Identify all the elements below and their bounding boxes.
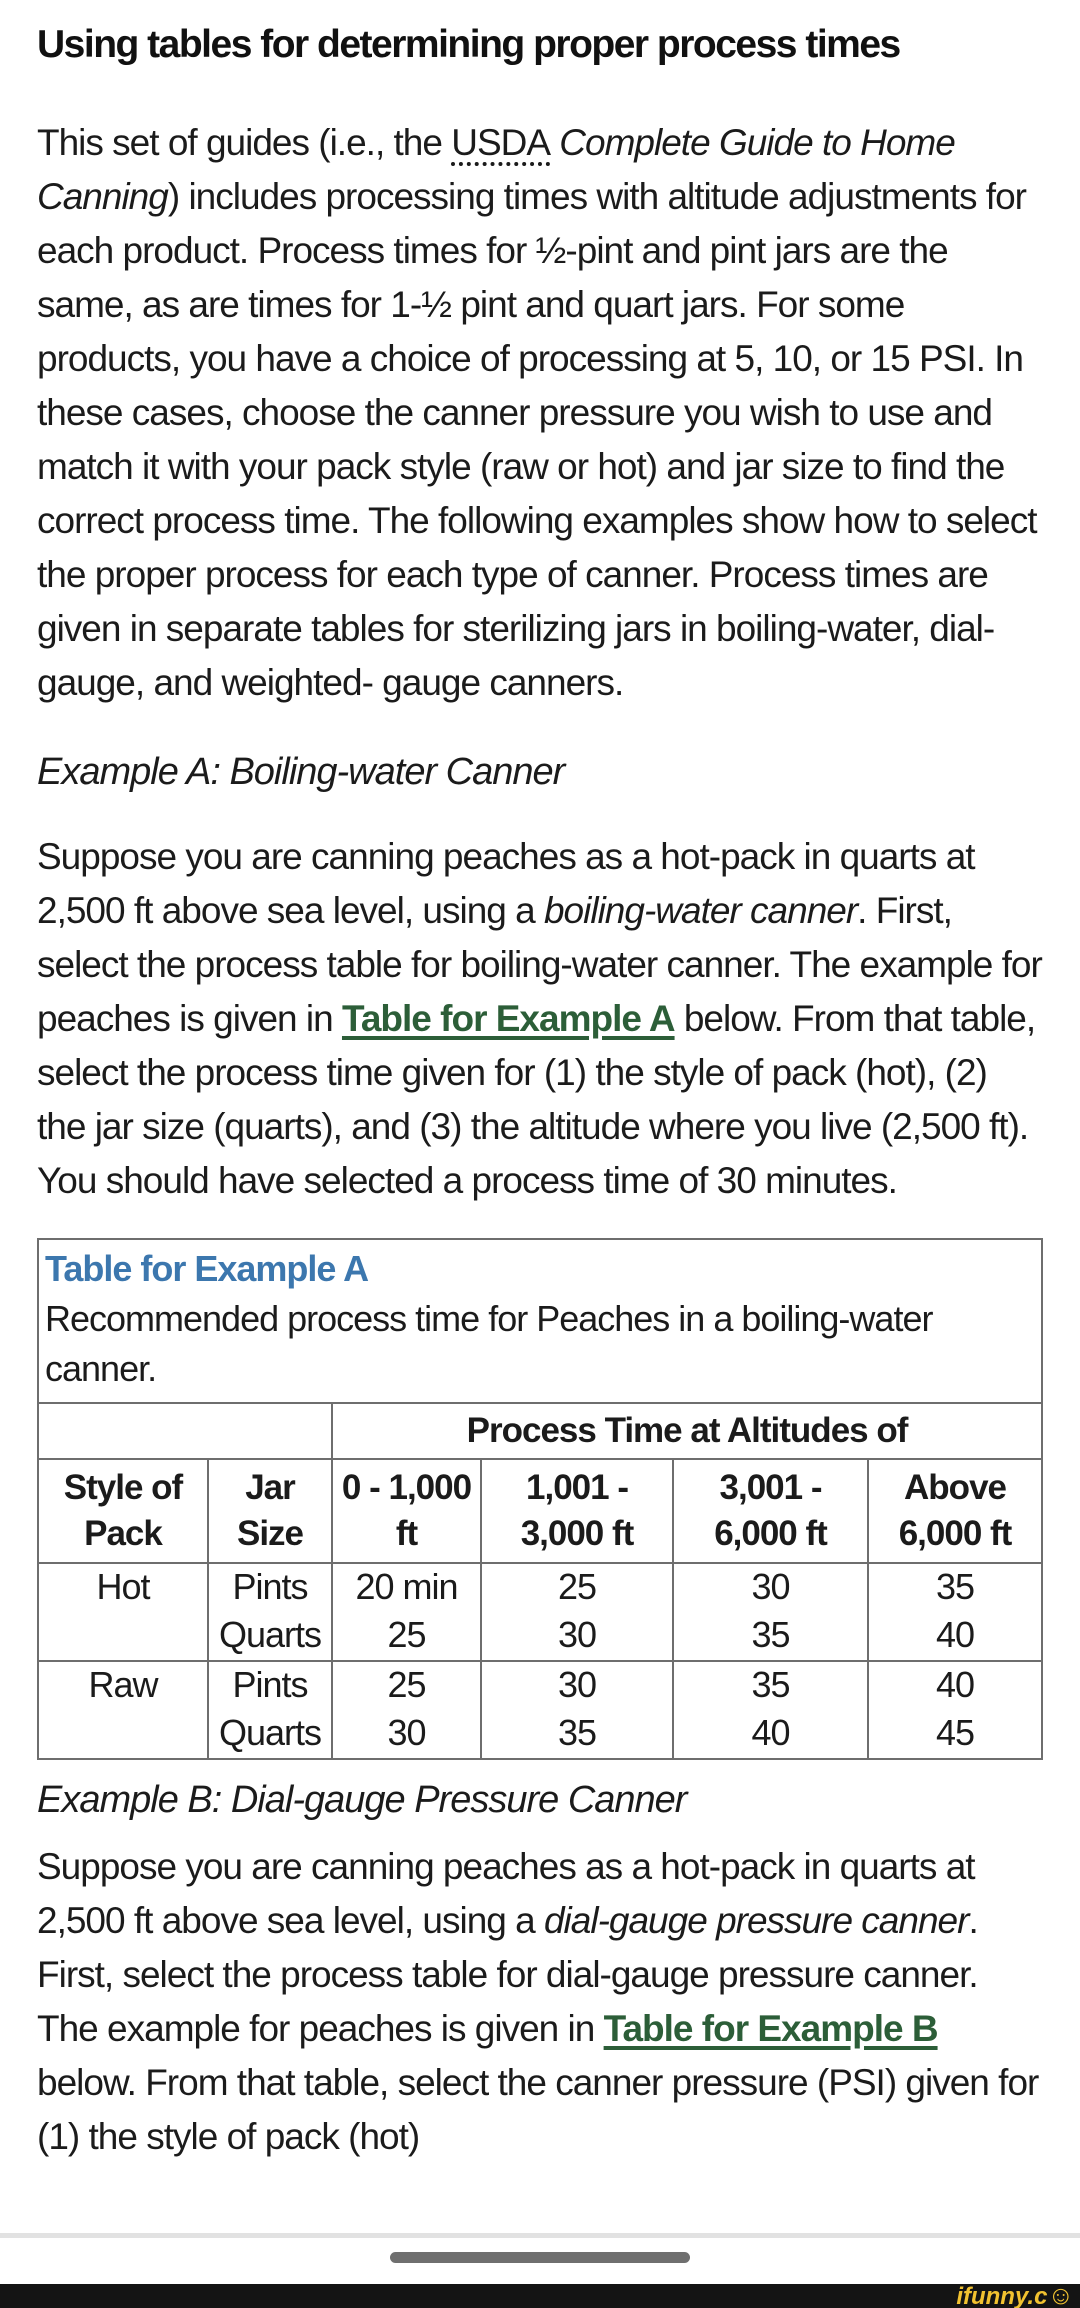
example-a-heading: Example A: Boiling-water Canner [37, 751, 565, 793]
example-b-text-segment: Suppose you are canning peaches as a hot-pack in quarts at 2,500 ft above sea level, using a [37, 1846, 975, 1941]
example-b-heading: Example B: Dial-gauge Pressure Canner [37, 1779, 687, 1821]
example-b-paragraph [37, 1840, 1043, 2164]
content-cutoff-edge [0, 2233, 1080, 2238]
pack-style-cell: Hot [38, 1563, 208, 1661]
jar-size-cell: Pints [208, 1563, 332, 1612]
time-cell: 25 [332, 1661, 481, 1710]
table-caption-text: Recommended process time for Peaches in a boiling-water canner. [45, 1298, 933, 1389]
example-b-text-segment: . First, select the process table for dial-gauge pressure canner. The example for peaches is given in [37, 1900, 978, 2049]
table-for-example-a-link[interactable]: Table for Example A [341, 998, 675, 1039]
time-cell: 35 [481, 1710, 673, 1759]
table-for-example-b-link[interactable]: Table for Example B [603, 2008, 938, 2049]
table-column-header-row [38, 1459, 1042, 1563]
col-header-altitude-3: 3,001 - 6,000 ft [673, 1459, 868, 1563]
table-caption-row [38, 1239, 1042, 1403]
time-cell: 20 min [332, 1563, 481, 1612]
jar-size-cell: Quarts [208, 1710, 332, 1759]
example-a-text-segment: below. From that table, select the process time given for (1) the style of pack (hot), (2) the jar size (quarts), and (3) the altitude where you live (2,500 ft). You should have selected a process time of 30 minutes. [37, 998, 1036, 1201]
table-caption-cell [38, 1239, 1042, 1403]
smiley-icon: ☺ [1047, 2280, 1074, 2308]
table-row-hot-pints [38, 1563, 1042, 1612]
intro-text-segment: This set of guides (i.e., the [37, 122, 452, 163]
col-header-altitude-2: 1,001 - 3,000 ft [481, 1459, 673, 1563]
example-b-text-segment: below. From that table, select the canner pressure (PSI) given for (1) the style of pack (hot) [37, 2062, 1039, 2157]
canner-type-italic: dial-gauge pressure canner [543, 1900, 969, 1941]
table-span-header-row [38, 1403, 1042, 1459]
example-a-text-segment: Suppose you are canning peaches as a hot-pack in quarts at 2,500 ft above sea level, using a [37, 836, 975, 931]
table-corner-cell [38, 1403, 332, 1459]
jar-size-cell: Pints [208, 1661, 332, 1710]
example-a-paragraph [37, 830, 1043, 1208]
table-caption-title: Table for Example A [45, 1248, 369, 1289]
process-time-table [37, 1238, 1043, 1760]
table-row-raw-pints [38, 1661, 1042, 1710]
time-cell: 35 [673, 1661, 868, 1710]
time-cell: 35 [673, 1612, 868, 1661]
col-header-altitude-4: Above 6,000 ft [868, 1459, 1042, 1563]
col-header-style-of-pack: Style of Pack [38, 1459, 208, 1563]
pack-style-cell: Raw [38, 1661, 208, 1759]
home-indicator [390, 2252, 690, 2263]
time-cell: 30 [481, 1612, 673, 1661]
time-cell: 40 [868, 1661, 1042, 1710]
time-cell: 40 [868, 1612, 1042, 1661]
usda-abbr: USDA [451, 122, 551, 163]
ifunny-watermark [956, 2282, 1074, 2308]
altitudes-span-header: Process Time at Altitudes of [332, 1403, 1042, 1459]
time-cell: 25 [332, 1612, 481, 1661]
watermark-bar [0, 2280, 1080, 2308]
ifunny-watermark-text: ifunny.c [956, 2283, 1048, 2308]
time-cell: 30 [481, 1661, 673, 1710]
intro-text-segment: ) includes processing times with altitude adjustments for each product. Process times for ½-pint and pint jars are the same, as are times for 1-½ pint and quart jars. For some products, you have a choice of processing at 5, 10, or 15 PSI. In these cases, choose the canner pressure you wish to use and match it with your pack style (raw or hot) and jar size to find the correct process time. The following examples show how to select the proper process for each type of canner. Process times are given in separate tables for sterilizing jars in boiling-water, dial-gauge, and weighted- gauge canners. [37, 176, 1037, 703]
jar-size-cell: Quarts [208, 1612, 332, 1661]
page-title: Using tables for determining proper process times [37, 23, 900, 66]
time-cell: 45 [868, 1710, 1042, 1759]
col-header-jar-size: Jar Size [208, 1459, 332, 1563]
time-cell: 40 [673, 1710, 868, 1759]
time-cell: 35 [868, 1563, 1042, 1612]
col-header-altitude-1: 0 - 1,000 ft [332, 1459, 481, 1563]
time-cell: 25 [481, 1563, 673, 1612]
time-cell: 30 [673, 1563, 868, 1612]
book-title-italic: Complete Guide to Home Canning [37, 122, 955, 217]
canner-type-italic: boiling-water canner [543, 890, 858, 931]
time-cell: 30 [332, 1710, 481, 1759]
example-a-text-segment: . First, select the process table for boiling-water canner. The example for peaches is given in [37, 890, 1042, 1039]
intro-paragraph [37, 116, 1043, 710]
